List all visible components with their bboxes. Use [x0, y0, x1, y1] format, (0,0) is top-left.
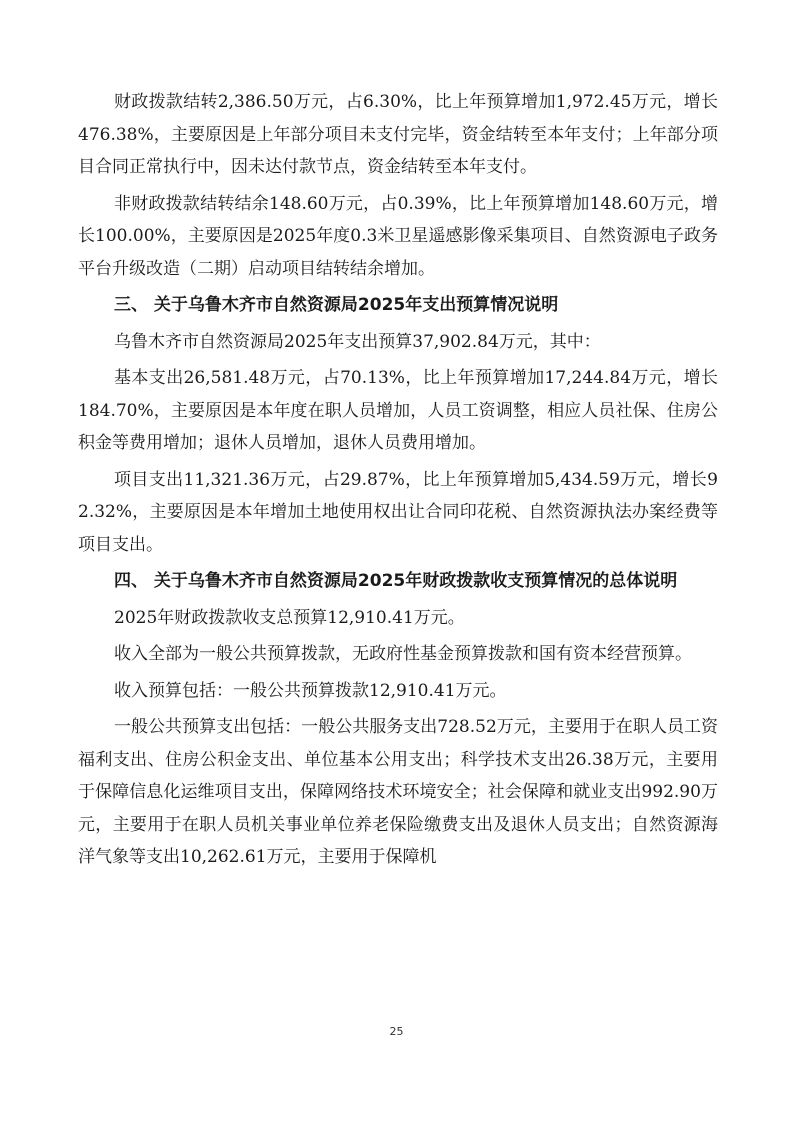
paragraph-non-fiscal-transfer: 非财政拨款结转结余148.60万元，占0.39%，比上年预算增加148.60万元，增长100.00%，主要原因是2025年度0.3米卫星遥感影像采集项目、自然资源电子政务平台升级改造（二期）启动项目结转结余增加。 — [78, 193, 718, 279]
section-heading-fiscal-overview: 四、 关于乌鲁木齐市自然资源局2025年财政拨款收支预算情况的总体说明 — [114, 571, 678, 591]
paragraph-basic-expenditure: 基本支出26,581.48万元，占70.13%，比上年预算增加17,244.84万元，增长184.70%，主要原因是本年度在职人员增加，人员工资调整，相应人员社保、住房公积金等费用增加；退休人员增加，退休人员费用增加。 — [78, 368, 718, 453]
paragraph-general-expenditure: 一般公共预算支出包括：一般公共服务支出728.52万元，主要用于在职人员工资福利支出、住房公积金支出、单位基本公用支出；科学技术支出26.38万元，主要用于保障信息化运维项目支出，保障网络技术环境安全；社会保障和就业支出992.90万元，主要用于在职人员机关事业单位养老保险缴费支出及退休人员支出；自然资源海洋气象等支出10,262.61万元，主要用于保障机 — [78, 717, 718, 867]
paragraph-revenue-budget: 收入预算包括：一般公共预算拨款12,910.41万元。 — [114, 680, 507, 701]
paragraph-project-expenditure: 项目支出11,321.36万元，占29.87%，比上年预算增加5,434.59万元，增长92.32%，主要原因是本年增加土地使用权出让合同印花税、自然资源执法办案经费等项目支出。 — [78, 469, 718, 555]
document-body — [78, 86, 718, 874]
paragraph-fiscal-total: 2025年财政拨款收支总预算12,910.41万元。 — [114, 607, 465, 628]
paragraph-revenue-source: 收入全部为一般公共预算拨款，无政府性基金预算拨款和国有资本经营预算。 — [114, 644, 692, 664]
paragraph-carryover-transfer: 财政拨款结转2,386.50万元，占6.30%，比上年预算增加1,972.45万元，增长476.38%，主要原因是上年部分项目未支付完毕，资金结转至本年支付；上年部分项目合同正常执行中，因未达付款节点，资金结转至本年支付。 — [78, 92, 718, 177]
page-number: 25 — [389, 1025, 404, 1038]
paragraph-total-expenditure: 乌鲁木齐市自然资源局2025年支出预算37,902.84万元，其中： — [114, 331, 601, 352]
section-heading-expenditure: 三、 关于乌鲁木齐市自然资源局2025年支出预算情况说明 — [114, 295, 559, 315]
